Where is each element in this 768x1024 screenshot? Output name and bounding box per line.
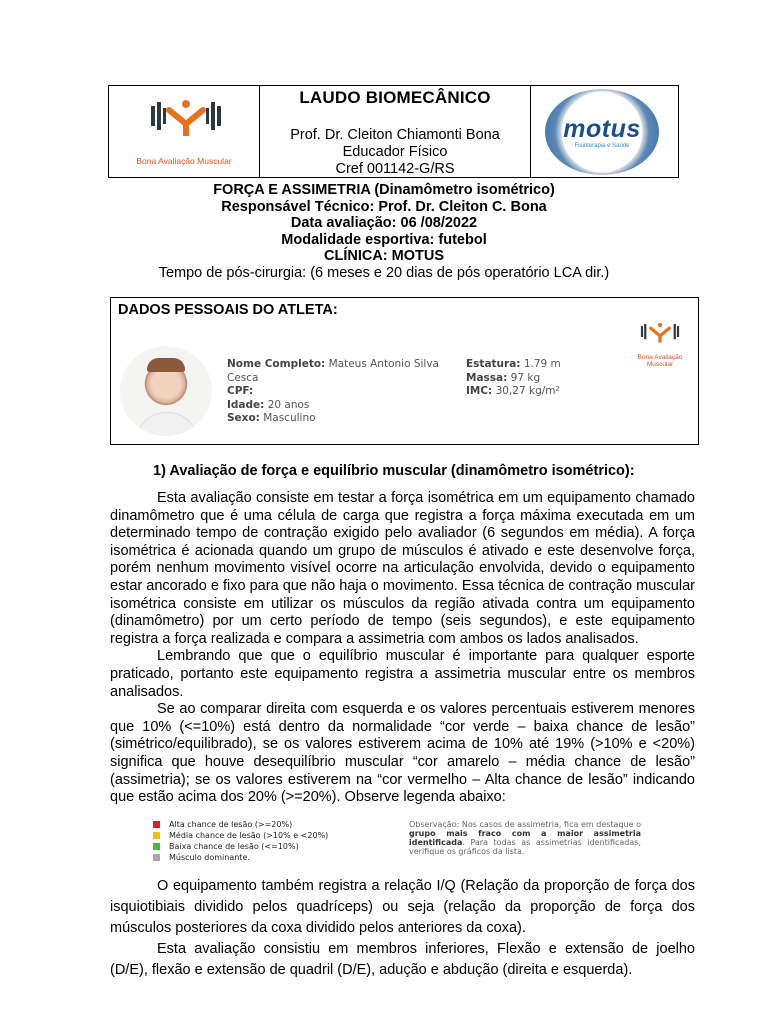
bmi-value: 30,27 kg/m² (495, 385, 560, 397)
evaluation-date: Data avaliação: 06 /08/2022 (290, 215, 478, 231)
motus-logo-text: motus (563, 115, 641, 143)
red-square-icon (153, 821, 160, 828)
post-surgery-time: Tempo de pós-cirurgia: (6 meses e 20 dias de pós operatório LCA dir.) (158, 264, 610, 281)
legend-label-high: Alta chance de lesão (>=20%) (169, 820, 293, 829)
height-label: Estatura: (466, 358, 521, 370)
bmi-label: IMC: (466, 385, 493, 397)
athlete-details-left (227, 358, 457, 426)
yellow-square-icon (153, 832, 160, 839)
legend-item-dominant (153, 853, 250, 862)
paragraph-3: Se ao comparar direita com esquerda e os valores percentuais estiverem menores que 10% (<=10%) está dentro da normalidade “cor verde – baixa chance de lesão” (simétrico/equilibrado), se os valores estiverem acima de 10% até 19% (>10% e <20%) significa que houve desequilíbrio muscular “cor amarelo – média chance de lesão” (assimetria); se os valores estiverem na “cor vermelho – Alta chance de lesão” indicando que estão acima dos 20% (>=20%). Observe legenda abaixo: (110, 701, 695, 806)
bona-logo-cell (109, 86, 260, 177)
evaluation-summary (0, 182, 768, 282)
mass-value: 97 kg (510, 371, 541, 384)
header-info (260, 86, 531, 177)
personal-data-heading: DADOS PESSOAIS DO ATLETA: (118, 302, 338, 318)
athlete-details-right (466, 358, 616, 399)
paragraph-5: Esta avaliação consistiu em membros inferiores, Flexão e extensão de joelho (D/E), flexão e extensão de quadril (D/E), adução e abdução (direita e esquerda). (110, 941, 695, 978)
legend-note-suffix: . Para todas as assimetrias identificadas, verifique os gráficos da lista. (409, 838, 641, 856)
legend-label-medium: Média chance de lesão (>10% e <20%) (169, 831, 329, 840)
report-title: LAUDO BIOMECÂNICO (299, 88, 491, 107)
paragraph-4: O equipamento também registra a relação I/Q (Relação da proporção de força dos isquiotibiais dividido pelos quadríceps) ou seja (relação da proporção de força dos músculos posteriores da coxa dividido pelos anteriores da coxa). (110, 878, 695, 936)
athlete-personal-data (110, 297, 699, 445)
legend-label-dominant: Músculo dominante. (169, 853, 250, 862)
athlete-name-row (227, 358, 457, 385)
bona-logo-caption: Bona Avaliação Muscular (136, 156, 232, 166)
risk-legend (153, 818, 643, 864)
paragraph-1: Esta avaliação consiste em testar a força isométrica em um equipamento chamado dinamômetro que é uma célula de carga que registra a força máxima executada em um determinado tempo de contração exigido pelo avaliador (6 segundos em média). A força isométrica é acionada quando um grupo de músculos é ativado e este desenvolve força, porém nenhum movimento visível ocorre na articulação envolvida, devido o equipamento estar ancorado e fixo para que não haja o movimento. Essa técnica de contração muscular isométrica consiste em utilizar os músculos da região ativada contra um equipamento (dinamômetro) por um certo período de tempo (seis segundos), e este equipamento registra a força realizada e compara a assimetria com ambos os lados analisados. (110, 490, 695, 647)
motus-logo-subtitle: Fisioterapia e Saúde (574, 143, 630, 149)
legend-label-low: Baixa chance de lesão (<=10%) (169, 842, 299, 851)
height-value: 1.79 m (523, 358, 561, 370)
gray-square-icon (153, 854, 160, 861)
test-type: FORÇA E ASSIMETRIA (Dinamômetro isométrico) (213, 182, 555, 198)
legend-note (409, 820, 641, 856)
motus-logo-icon (545, 89, 659, 175)
mass-label: Massa: (466, 371, 508, 384)
legend-item-high (153, 820, 292, 829)
paragraph-2: Lembrando que que o equilíbrio muscular é importante para qualquer esporte praticado, portanto este equipamento registra a assimetria muscular entre os membros analisados. (110, 648, 695, 700)
section-1-heading: 1) Avaliação de força e equilíbrio muscular (dinamômetro isométrico): (153, 463, 635, 479)
athlete-name: Mateus Antonio Silva Cesca (227, 358, 439, 384)
sex-row (227, 412, 457, 426)
athlete-photo (120, 346, 212, 436)
author-role: Educador Físico (342, 144, 448, 160)
section-1-continuation (110, 876, 695, 981)
green-square-icon (153, 843, 160, 850)
motus-logo-cell (531, 86, 678, 177)
clinic-name: CLÍNICA: MOTUS (323, 248, 444, 264)
legend-item-low (153, 842, 299, 851)
sex-value: Masculino (263, 412, 316, 424)
report-header (108, 85, 679, 178)
cpf-label: CPF: (227, 385, 254, 397)
cpf-row (227, 385, 457, 399)
age-row (227, 399, 457, 413)
legend-item-medium (153, 831, 328, 840)
age-label: Idade: (227, 398, 265, 411)
section-1-body (110, 490, 695, 807)
age-value: 20 anos (267, 398, 310, 411)
author-cref: Cref 001142-G/RS (335, 161, 455, 177)
author-name: Prof. Dr. Cleiton Chiamonti Bona (290, 127, 500, 143)
bona-small-logo-caption: Bona Avaliação Muscular (637, 354, 683, 368)
bona-logo-icon (131, 96, 241, 156)
sport-modality: Modalidade esportiva: futebol (281, 231, 487, 248)
sex-label: Sexo: (227, 412, 260, 424)
legend-note-prefix: Observação: Nos casos de assimetria, fica em destaque o (409, 820, 641, 829)
height-row (466, 358, 616, 372)
technical-responsible: Responsável Técnico: Prof. Dr. Cleiton C. Bona (221, 198, 547, 215)
mass-row (466, 372, 616, 386)
name-label: Nome Completo: (227, 358, 326, 370)
legend-note-bold: grupo mais fraco com a maior assimetria identificada (409, 829, 641, 847)
bmi-row (466, 385, 616, 399)
